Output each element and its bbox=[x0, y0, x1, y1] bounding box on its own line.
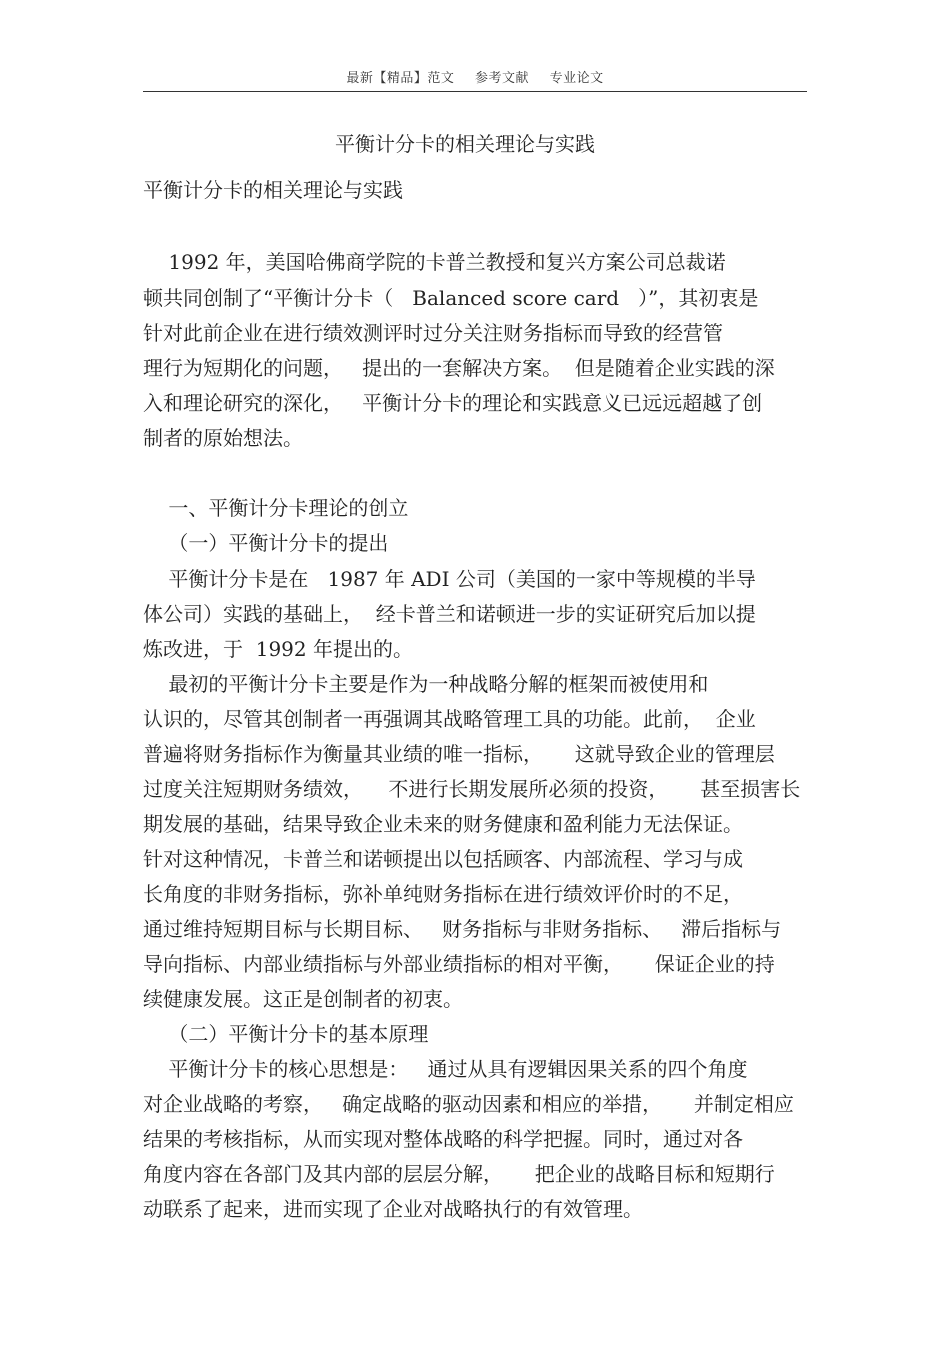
paragraph-line: 针对此前企业在进行绩效测评时过分关注财务指标而导致的经营管 bbox=[143, 321, 723, 345]
paragraph-line: 体公司）实践的基础上， 经卡普兰和诺顿进一步的实证研究后加以提 bbox=[143, 602, 756, 626]
paragraph-line: 普遍将财务指标作为衡量其业绩的唯一指标， 这就导致企业的管理层 bbox=[143, 742, 775, 766]
paragraph-line: 对企业战略的考察， 确定战略的驱动因素和相应的举措， 并制定相应 bbox=[143, 1092, 794, 1116]
header-item-thesis: 专业论文 bbox=[549, 71, 604, 86]
paragraph-line: 针对这种情况，卡普兰和诺顿提出以包括顾客、内部流程、学习与成 bbox=[143, 847, 743, 871]
paragraph-line: 续健康发展。这正是创制者的初衷。 bbox=[143, 987, 463, 1011]
header-item-fanwen: 最新【精品】范文 bbox=[346, 71, 455, 86]
subsection-heading: （一）平衡计分卡的提出 bbox=[143, 531, 389, 555]
paragraph-line: 期发展的基础，结果导致企业未来的财务健康和盈利能力无法保证。 bbox=[143, 812, 743, 836]
paragraph-line: 通过维持短期目标与长期目标、 财务指标与非财务指标、 滞后指标与 bbox=[143, 917, 782, 941]
paragraph-line: 理行为短期化的问题， 提出的一套解决方案。 但是随着企业实践的深 bbox=[143, 356, 775, 380]
paragraph-line: 导向指标、内部业绩指标与外部业绩指标的相对平衡， 保证企业的持 bbox=[143, 952, 775, 976]
paragraph-line: 动联系了起来，进而实现了企业对战略执行的有效管理。 bbox=[143, 1197, 643, 1221]
paragraph-line: 最初的平衡计分卡主要是作为一种战略分解的框架而被使用和 bbox=[143, 672, 709, 696]
header-divider bbox=[143, 91, 807, 92]
paragraph-line: 长角度的非财务指标，弥补单纯财务指标在进行绩效评价时的不足， bbox=[143, 882, 743, 906]
subsection-heading: （二）平衡计分卡的基本原理 bbox=[143, 1022, 429, 1046]
paragraph-line: 制者的原始想法。 bbox=[143, 426, 303, 450]
document-title: 平衡计分卡的相关理论与实践 bbox=[335, 132, 595, 156]
paragraph-line: 顿共同创制了“平衡计分卡（ Balanced score card ）”，其初衷是 bbox=[143, 286, 759, 310]
paragraph-line: 入和理论研究的深化， 平衡计分卡的理论和实践意义已远远超越了创 bbox=[143, 391, 763, 415]
paragraph-line: 平衡计分卡的核心思想是： 通过从具有逻辑因果关系的四个角度 bbox=[143, 1057, 748, 1081]
section-heading: 一、平衡计分卡理论的创立 bbox=[143, 496, 409, 520]
paragraph-line: 1992 年，美国哈佛商学院的卡普兰教授和复兴方案公司总裁诺 bbox=[143, 250, 726, 274]
paragraph-line: 炼改进，于 1992 年提出的。 bbox=[143, 637, 413, 661]
paragraph-line: 平衡计分卡是在 1987 年 ADI 公司（美国的一家中等规模的半导 bbox=[143, 567, 756, 591]
page-header bbox=[0, 67, 950, 86]
paragraph-line: 结果的考核指标，从而实现对整体战略的科学把握。同时，通过对各 bbox=[143, 1127, 743, 1151]
body-subtitle: 平衡计分卡的相关理论与实践 bbox=[143, 178, 403, 202]
paragraph-line: 过度关注短期财务绩效， 不进行长期发展所必须的投资， 甚至损害长 bbox=[143, 777, 801, 801]
header-item-references: 参考文献 bbox=[474, 71, 529, 86]
paragraph-line: 认识的，尽管其创制者一再强调其战略管理工具的功能。此前， 企业 bbox=[143, 707, 756, 731]
paragraph-line: 角度内容在各部门及其内部的层层分解， 把企业的战略目标和短期行 bbox=[143, 1162, 775, 1186]
